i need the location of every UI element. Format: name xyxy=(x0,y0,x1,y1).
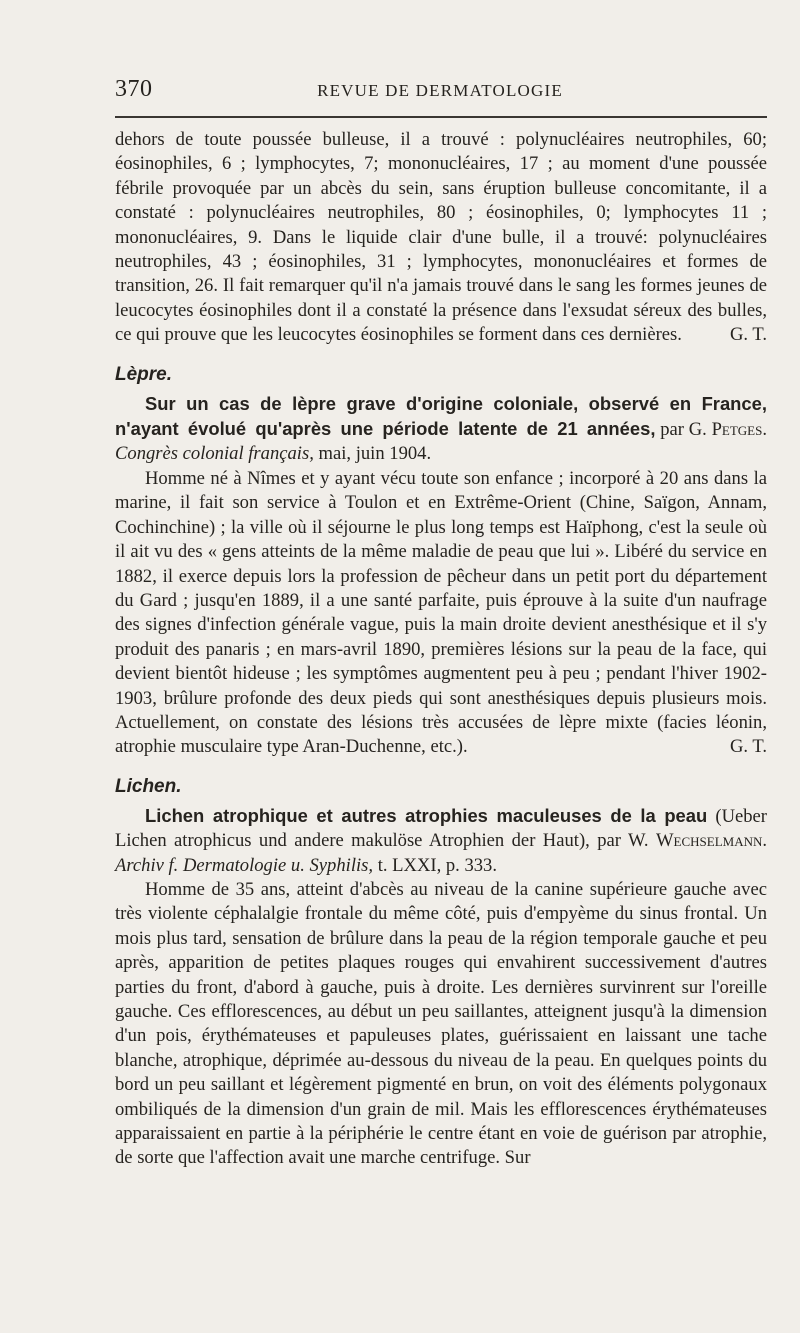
page-header xyxy=(115,72,765,108)
running-title: REVUE DE DERMATOLOGIE xyxy=(317,81,563,100)
source-reference: t. LXXI, p. 333. xyxy=(377,854,498,876)
article-title: Sur un cas de lèpre grave d'origine coloniale, observé en France, n'ayant évolué qu'après une période latente de 21 années, xyxy=(115,392,767,440)
article-body-text: Homme né à Nîmes et y ayant vécu toute son enfance ; incorporé à 20 ans dans la marine, il fait son service à Toulon et en Extrême-Orient (Chine, Saïgon, Annam, Cochinchine) ; la ville où il séjourne le plus long temps est Haïphong, c'est la seule où il ait vu des « gens atteints de la même maladie de peau que lui ». Libéré du service en 1882, il exerce depuis lors la profession de pêcheur dans un petit port du département du Gard ; jusqu'en 1889, il a une santé parfaite, puis éprouve à la suite d'un naufrage des signes d'infection générale vague, puis la main droite devient anesthésique et il s'y produit des panaris ; en mars-avril 1890, premières lésions sur la peau de la face, qui devient bientôt hideuse ; les symptômes augmentent peu à peu ; pendant l'hiver 1902-1903, brûlure profonde des deux pieds qui sont anesthésiques depuis plusieurs mois. Actuellement, on constate des lésions très accusées de lèpre mixte (facies léonin, atrophie musculaire type Aran-Duchenne, etc.). xyxy=(115,467,767,758)
source-title: Congrès colonial français, xyxy=(115,443,314,465)
original-title: (Ueber Lichen atrophicus und andere makulöse Atrophien der Haut), xyxy=(115,805,767,852)
article-body-lichen: Homme de 35 ans, atteint d'abcès au niveau de la canine supérieure gauche avec très violente céphalalgie frontale du même côté, puis d'empyème du sinus frontal. Un mois plus tard, sensation de brûlure dans la peau de la région temporale gauche et peu après, apparition de petites plaques rouges qui envahirent successivement d'autres parties du front, d'abord à gauche, puis à droite. Les dernières survinrent sur l'oreille gauche. Ces efflorescences, au début un peu saillantes, atteignent jusqu'à la dimension d'un pois, érythémateuses et papuleuses plates, guérissaient en laissant une tache blanche, atrophique, déprimée au-dessous du niveau de la peau. En quelques points du bord un peu saillant et légèrement pigmenté en brun, on voit des éléments polygonaux ombiliqués de la dimension d'un grain de mil. Mais les efflorescences érythémateuses apparaissaient en partie à la périphérie le centre étant en voie de guérison par atrophie, de sorte que l'affection avait une marche centrifuge. Sur xyxy=(115,878,767,1169)
source-title: Archiv f. Dermatologie u. Syphilis, xyxy=(115,854,374,876)
source-date: mai, juin 1904. xyxy=(318,443,432,465)
section-heading-lepre: Lèpre. xyxy=(115,363,173,385)
author-name: Petges. xyxy=(711,419,767,441)
section-heading-lichen: Lichen. xyxy=(115,775,182,797)
author-prefix: par G. xyxy=(660,419,707,441)
author-name: Wechselmann. xyxy=(655,830,768,852)
article-body-lepre xyxy=(115,467,767,760)
page-number: 370 xyxy=(115,76,153,102)
signoff: G. T. xyxy=(729,736,767,758)
page-body xyxy=(115,128,767,1171)
article-heading-lepre xyxy=(115,392,767,467)
article-title: Lichen atrophique et autres atrophies maculeuses de la peau xyxy=(145,804,708,826)
author-prefix: par W. xyxy=(597,830,649,852)
article-heading-lichen xyxy=(115,804,767,878)
header-rule xyxy=(115,116,767,118)
continued-paragraph xyxy=(115,128,767,348)
continued-paragraph-text: dehors de toute poussée bulleuse, il a trouvé : polynucléaires neutrophiles, 60; éosinophiles, 6 ; lymphocytes, 7; mononucléaires, 17 ; au moment d'une poussée fébrile provoquée par un abcès du sein, sans éruption bulleuse concomitante, il a constaté : polynucléaires neutrophiles, 80 ; éosinophiles, 0; lymphocytes 11 ; mononucléaires, 9. Dans le liquide clair d'une bulle, il a trouvé: polynucléaires neutrophiles, 43 ; éosinophiles, 31 ; lymphocytes, mononucléaires et formes de transition, 26. Il fait remarquer qu'il n'a jamais trouvé dans le sang les formes jeunes de leucocytes éosinophiles dont il a constaté la présence dans l'exsudat séreux des bulles, ce qui prouve que les leucocytes éosinophiles se forment dans ces dernières. xyxy=(115,129,767,346)
signoff: G. T. xyxy=(729,324,767,346)
